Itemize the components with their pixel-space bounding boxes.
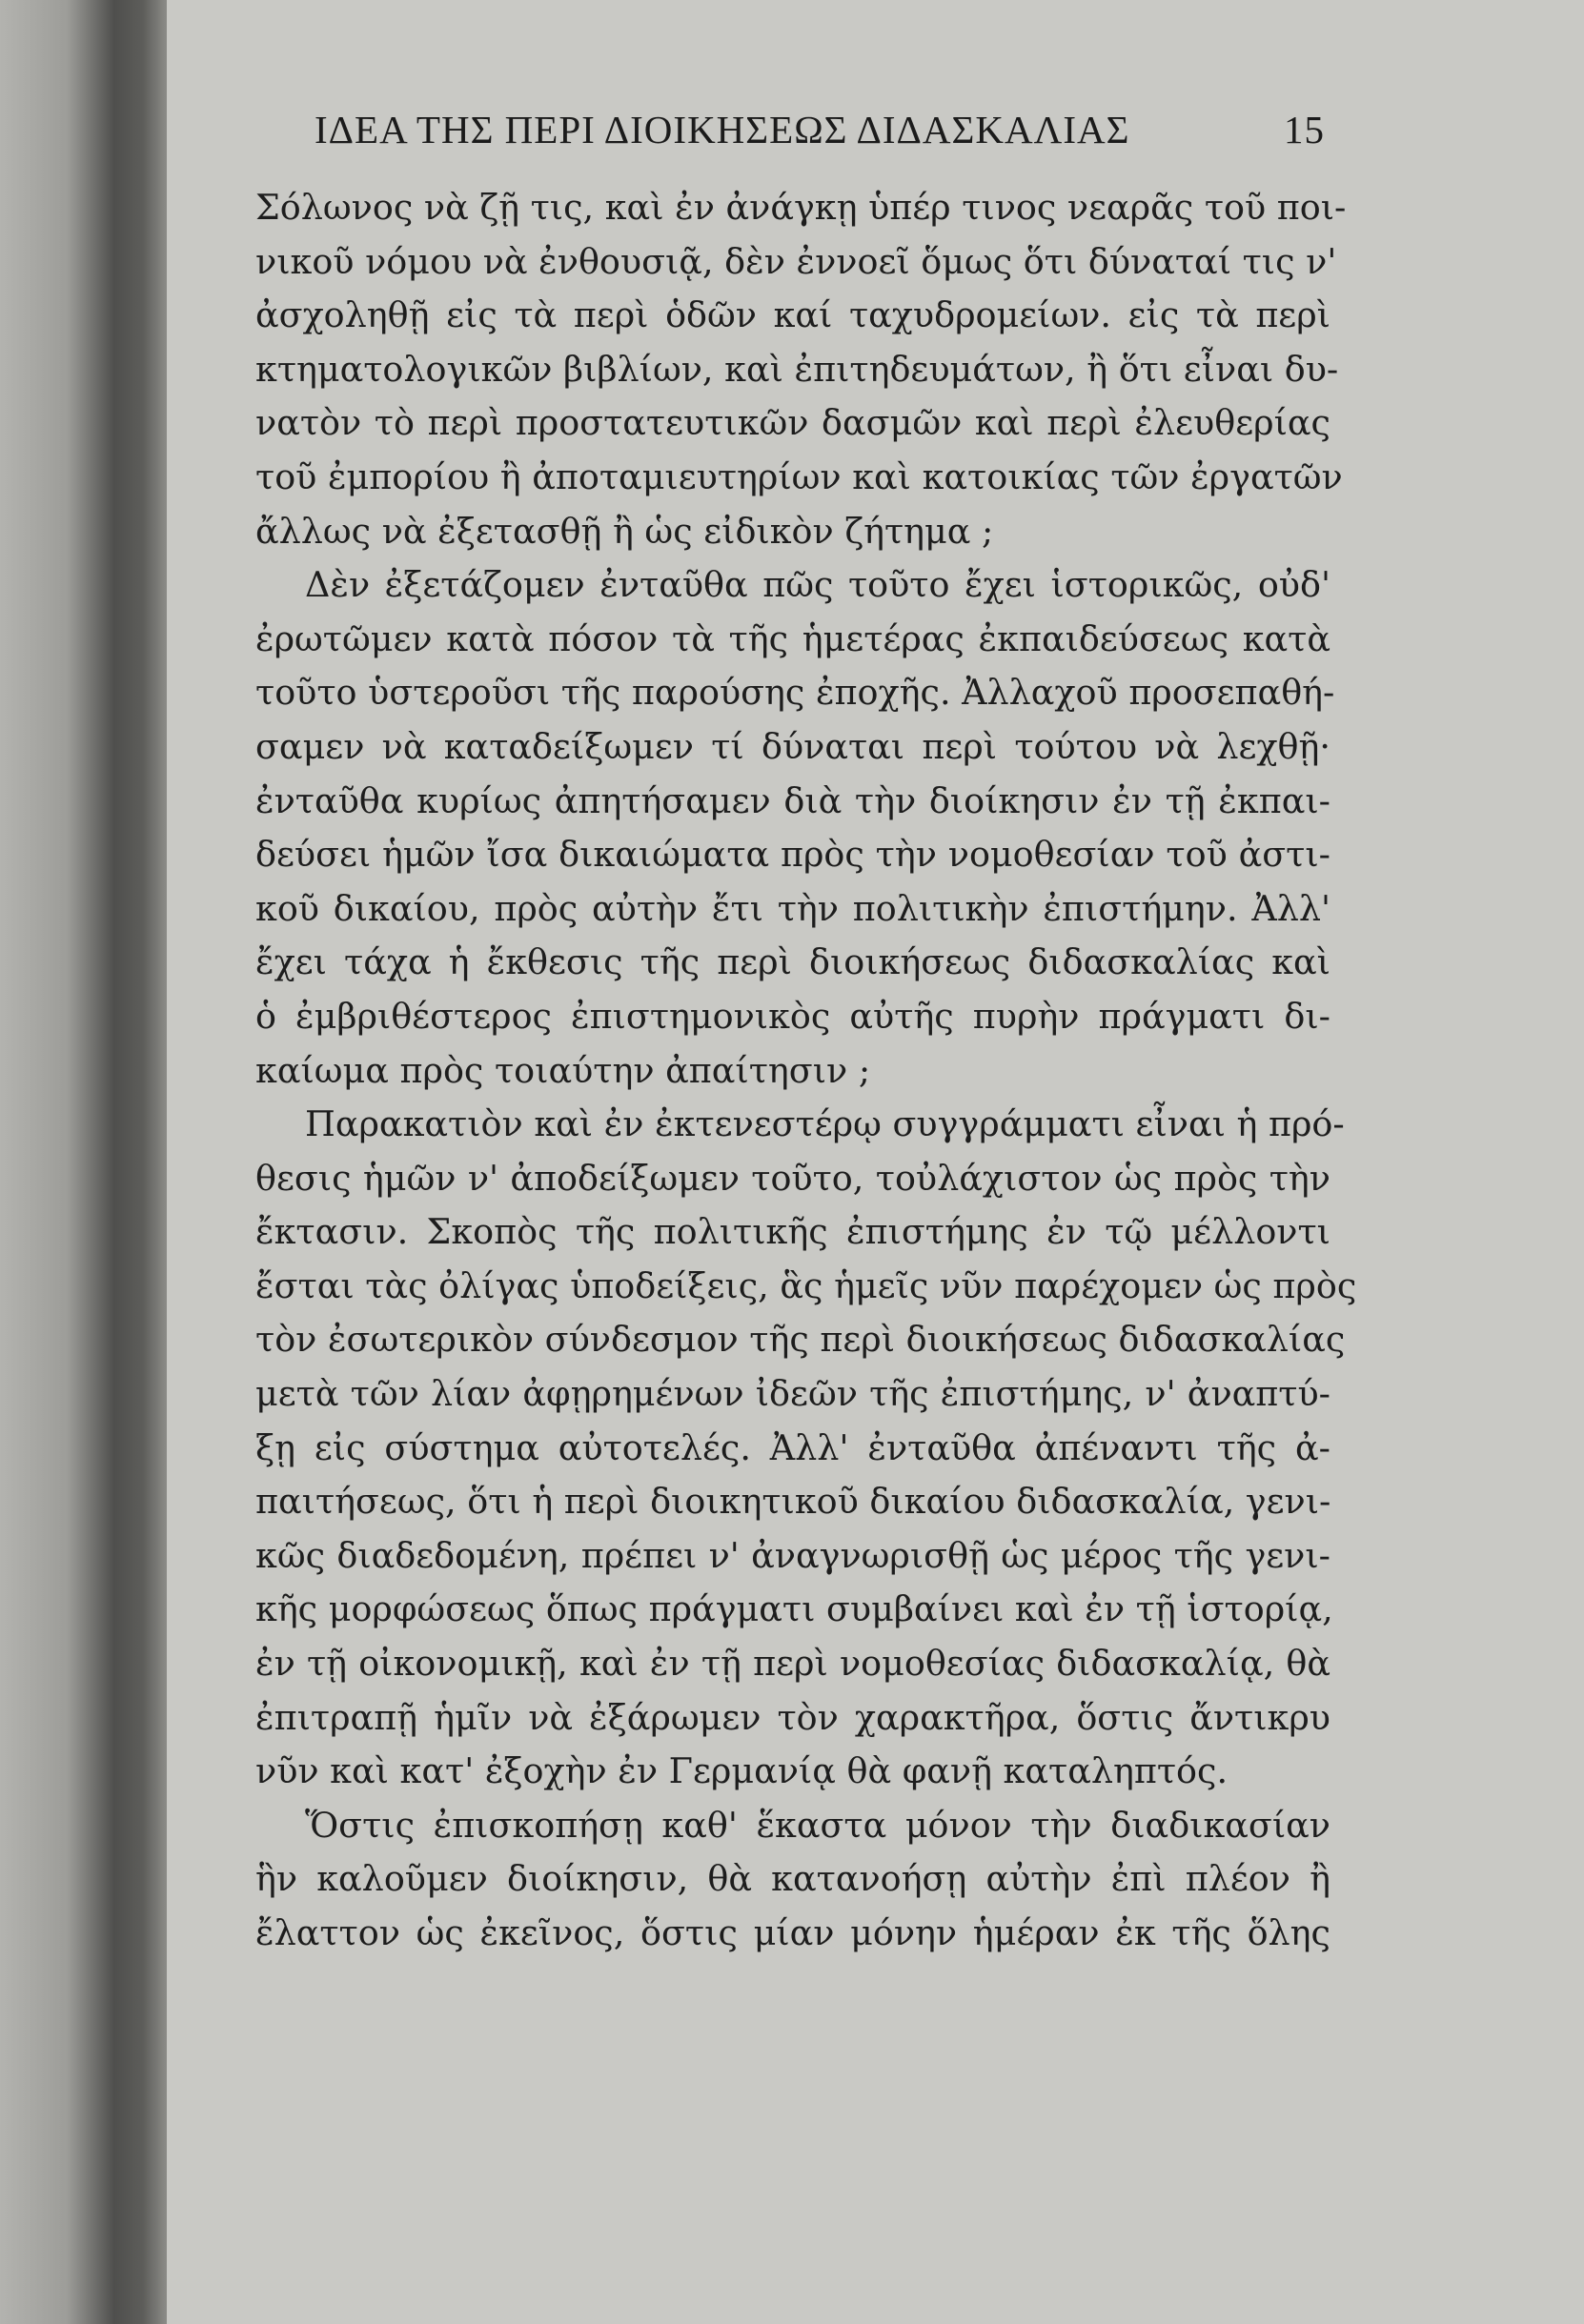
body-text [255,181,1357,1961]
text-line: ἀσχοληθῇ εἰς τὰ περὶ ὁδῶν καί ταχυδρομείων. εἰς τὰ περὶ [255,294,1330,336]
text-line: νικοῦ νόμου νὰ ἐνθουσιᾷ, δὲν ἐννοεῖ ὅμως ὅτι δύναταί τις ν' [255,240,1337,282]
text-line: Παρακατιὸν καὶ ἐν ἐκτενεστέρῳ συγγράμματι εἶναι ἡ πρό- [305,1103,1345,1145]
text-line: τοῦτο ὑστεροῦσι τῆς παρούσης ἐποχῆς. Ἀλλαχοῦ προσεπαθή- [255,672,1335,714]
running-header-title: ΙΔΕΑ ΤΗΣ ΠΕΡΙ ΔΙΟΙΚΗΣΕΩΣ ΔΙΔΑΣΚΑΛΙΑΣ [315,108,1130,152]
text-line: ἔλαττον ὡς ἐκεῖνος, ὅστις μίαν μόνην ἡμέραν ἐκ τῆς ὅλης [255,1912,1330,1953]
text-line: ἄλλως νὰ ἐξετασθῇ ἢ ὡς εἰδικὸν ζήτημα ; [255,510,994,552]
text-line: ἔκτασιν. Σκοπὸς τῆς πολιτικῆς ἐπιστήμης ἐν τῷ μέλλοντι [255,1211,1330,1253]
text-line: ἐνταῦθα κυρίως ἀπητήσαμεν διὰ τὴν διοίκησιν ἐν τῇ ἐκπαι- [255,779,1330,821]
text-line: ἐν τῇ οἰκονομικῇ, καὶ ἐν τῇ περὶ νομοθεσίας διδασκαλίᾳ, θὰ [255,1643,1330,1685]
text-line: ὁ ἐμβριθέστερος ἐπιστημονικὸς αὐτῆς πυρὴν πράγματι δι- [255,995,1330,1037]
text-line: κῆς μορφώσεως ὅπως πράγματι συμβαίνει καὶ ἐν τῇ ἱστορίᾳ, [255,1588,1333,1630]
text-line: παιτήσεως, ὅτι ἡ περὶ διοικητικοῦ δικαίου διδασκαλία, γενι- [255,1481,1331,1523]
text-line: ἔσται τὰς ὀλίγας ὑποδείξεις, ἃς ἡμεῖς νῦν παρέχομεν ὡς πρὸς [255,1264,1357,1306]
text-line: νῦν καὶ κατ' ἐξοχὴν ἐν Γερμανίᾳ θὰ φανῇ καταληπτός. [255,1750,1229,1792]
text-line: Σόλωνος νὰ ζῇ τις, καὶ ἐν ἀνάγκῃ ὑπέρ τινος νεαρᾶς τοῦ ποι- [255,187,1347,228]
text-line: κῶς διαδεδομένη, πρέπει ν' ἀναγνωρισθῇ ὡς μέρος τῆς γενι- [255,1534,1330,1576]
text-line: νατὸν τὸ περὶ προστατευτικῶν δασμῶν καὶ περὶ ἐλευθερίας [255,402,1330,444]
text-line: ἐρωτῶμεν κατὰ πόσον τὰ τῆς ἡμετέρας ἐκπαιδεύσεως κατὰ [255,617,1330,659]
text-line: κοῦ δικαίου, πρὸς αὐτὴν ἔτι τὴν πολιτικὴν ἐπιστήμην. Ἀλλ' [255,887,1330,929]
text-line: θεσις ἡμῶν ν' ἀποδείξωμεν τοῦτο, τοὐλάχιστον ὡς πρὸς τὴν [255,1157,1330,1199]
book-binding-shadow [0,0,167,2324]
page-number: 15 [1284,108,1325,152]
text-line: ἐπιτραπῇ ἡμῖν νὰ ἐξάρωμεν τὸν χαρακτῆρα, ὅστις ἄντικρυ [255,1696,1330,1738]
text-line: σαμεν νὰ καταδείξωμεν τί δύναται περὶ τούτου νὰ λεχθῇ· [255,725,1330,767]
text-line: τὸν ἐσωτερικὸν σύνδεσμον τῆς περὶ διοικήσεως διδασκαλίας [255,1319,1346,1361]
running-header [315,107,1325,164]
text-line: δεύσει ἡμῶν ἴσα δικαιώματα πρὸς τὴν νομοθεσίαν τοῦ ἀστι- [255,834,1330,876]
text-line: Ὅστις ἐπισκοπήσῃ καθ' ἕκαστα μόνον τὴν διαδικασίαν [305,1804,1330,1846]
text-line: ξῃ εἰς σύστημα αὐτοτελές. Ἀλλ' ἐνταῦθα ἀπέναντι τῆς ἀ- [255,1426,1330,1468]
text-line: μετὰ τῶν λίαν ἀφῃρημένων ἰδεῶν τῆς ἐπιστήμης, ν' ἀναπτύ- [255,1373,1330,1415]
text-line: κτηματολογικῶν βιβλίων, καὶ ἐπιτηδευμάτων, ἢ ὅτι εἶναι δυ- [255,348,1339,390]
text-line: ἔχει τάχα ἡ ἔκθεσις τῆς περὶ διοικήσεως διδασκαλίας καὶ [255,941,1330,983]
text-line: καίωμα πρὸς τοιαύτην ἀπαίτησιν ; [255,1049,871,1091]
text-line: Δὲν ἐξετάζομεν ἐνταῦθα πῶς τοῦτο ἔχει ἱστορικῶς, οὐδ' [305,564,1330,606]
text-line: τοῦ ἐμπορίου ἢ ἀποταμιευτηρίων καὶ κατοικίας τῶν ἐργατῶν [255,455,1343,497]
text-line: ἣν καλοῦμεν διοίκησιν, θὰ κατανοήσῃ αὐτὴν ἐπὶ πλέον ἢ [255,1858,1330,1900]
